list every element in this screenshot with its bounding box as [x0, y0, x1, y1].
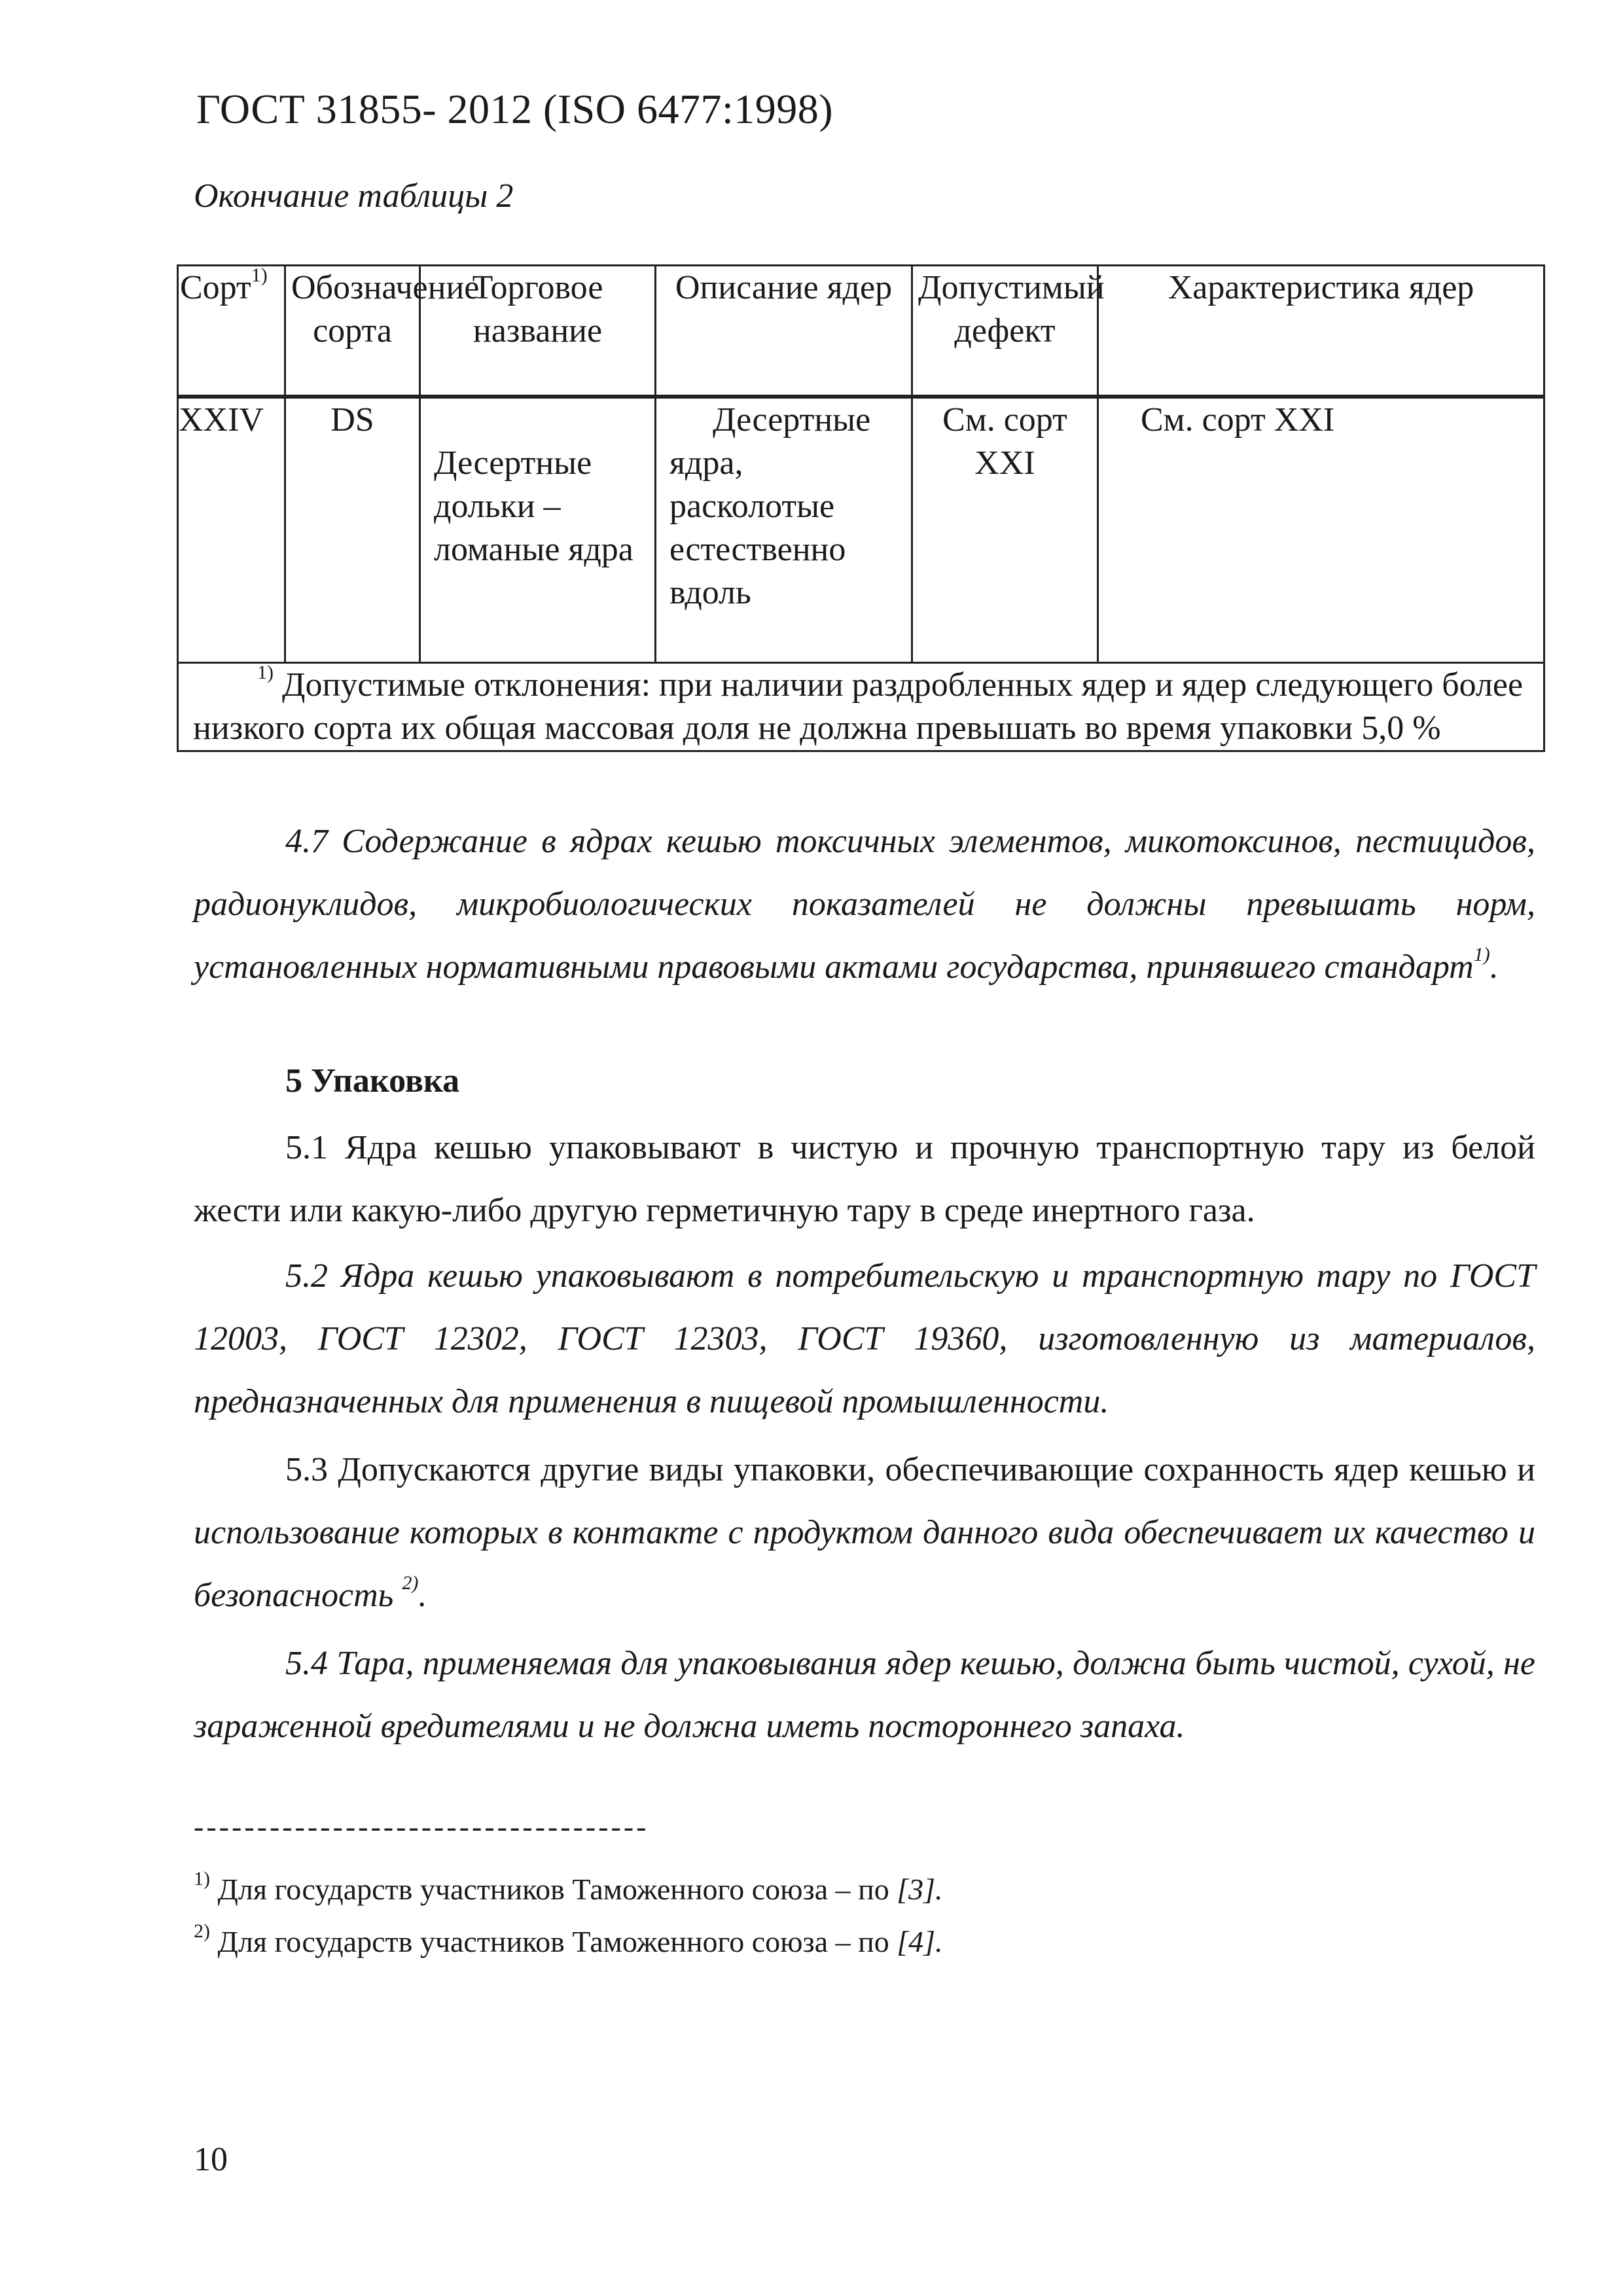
footnote-1: $^{1)}$ Для государств участников Таможенного союза – по [3]. [194, 1868, 943, 1906]
paragraph-5-4: 5.4 Тара, применяемая для упаковывания ядер кешью, должна быть чистой, сухой, не зараженной вредителями и не должна иметь постороннего запаха. [194, 1645, 1535, 1745]
table-header-row [178, 266, 1544, 397]
table-caption: Окончание таблицы 2 [194, 177, 514, 215]
table-row [178, 397, 1544, 663]
cell-kernel-characteristics: См. сорт XXI [1098, 397, 1544, 663]
header-trade-name: Торговое название [420, 266, 656, 397]
paragraph-4-7-footnote-mark: 1) [1473, 944, 1490, 965]
section-heading-packaging: 5 Упаковка [285, 1062, 460, 1100]
table-note-row [178, 663, 1544, 751]
footnote-2: $^{2)}$ Для государств участников Таможенного союза – по [4]. [194, 1920, 943, 1958]
cell-allowed-defect: См. сорт XXI [912, 397, 1098, 663]
paragraph-5-3-footnote-mark: 2) [402, 1572, 419, 1594]
table-note [178, 663, 1544, 751]
note-footnote-mark: 1) [257, 662, 274, 683]
header-kernel-characteristics: Характеристика ядер [1098, 266, 1544, 397]
paragraph-5-1: 5.1 Ядра кешью упаковывают в чистую и прочную транспортную тару из белой жести или какую-либо другую герметичную тару в среде инертного газа. [194, 1129, 1535, 1229]
header-grade: Сорт$^{1)}$ [178, 266, 285, 397]
page-number: 10 [194, 2141, 228, 2178]
header-grade-footnote-mark: 1) [251, 264, 268, 286]
paragraph-5-2: 5.2 Ядра кешью упаковывают в потребительскую и транспортную тару по ГОСТ 12003, ГОСТ 12302, ГОСТ 12303, ГОСТ 19360, изготовленную из материалов, предназначенных для применения в пищевой промышленности. [194, 1257, 1535, 1420]
note-text: Допустимые отклонения: при наличии раздробленных ядер и ядер следующего более низкого сорта их общая массовая доля не должна превышать во время упаковки 5,0 % [193, 666, 1524, 747]
header-allowed-defect: Допустимый дефект [912, 266, 1098, 397]
document-header: ГОСТ 31855- 2012 (ISO 6477:1998) [196, 86, 834, 132]
cell-trade-name: Десертные дольки – ломаные ядра [420, 397, 656, 663]
header-designation: Обозначение сорта [285, 266, 420, 397]
header-kernel-description: Описание ядер [656, 266, 912, 397]
grades-table [177, 264, 1545, 752]
cell-designation: DS [285, 397, 420, 663]
cell-kernel-description: Десертные ядра, расколотые естественно вдоль [656, 397, 912, 663]
paragraph-4-7: 4.7 Содержание в ядрах кешью токсичных элементов, микотоксинов, пестицидов, радионуклидов, микробиологических показателей не должны превышать норм, установленных нормативными правовыми актами государства, принявшего стандарт$^{1)}$. [194, 823, 1535, 986]
cell-grade: XXIV [178, 397, 285, 663]
footnote-separator: ------------------------------------ [194, 1810, 649, 1843]
paragraph-5-3: 5.3 Допускаются другие виды упаковки, обеспечивающие сохранность ядер кешью и использование которых в контакте с продуктом данного вида обеспечивает их качество и безопасность $^{2)}$. [194, 1451, 1535, 1614]
